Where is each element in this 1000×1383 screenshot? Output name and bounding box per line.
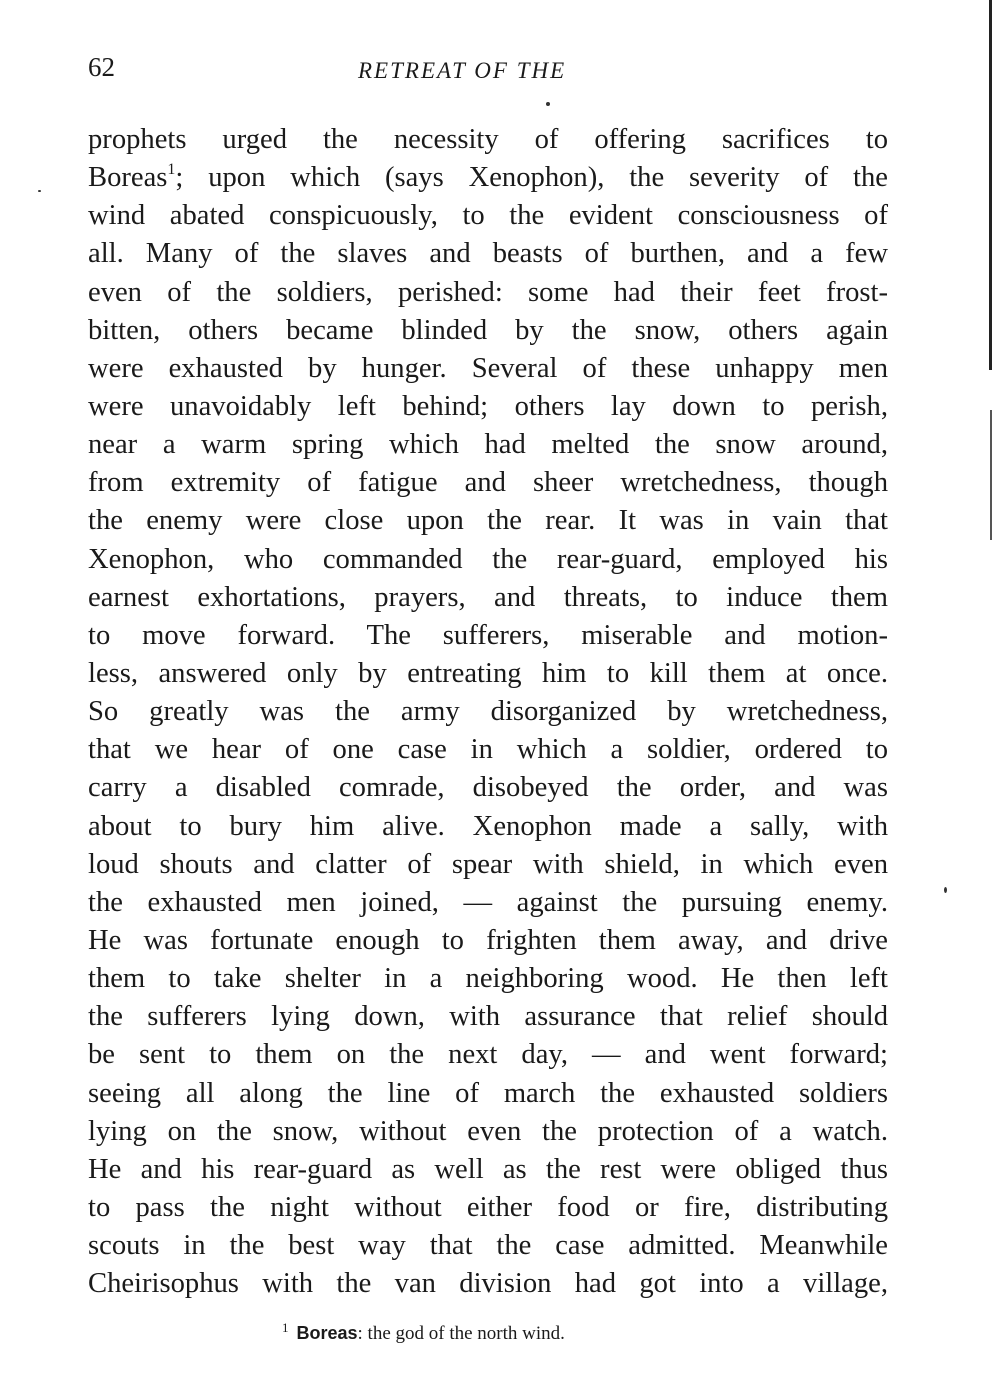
text-line: be sent to them on the next day, — and went forward; bbox=[88, 1039, 888, 1071]
text-line: bitten, others became blinded by the snow, others again bbox=[88, 314, 888, 346]
text-line: to move forward. The sufferers, miserable and motion- bbox=[88, 619, 888, 651]
text-line: them to take shelter in a neighboring wood. He then left bbox=[88, 963, 888, 995]
text-line: the enemy were close upon the rear. It was in vain that bbox=[88, 505, 888, 537]
text-line: Cheirisophus with the van division had got into a village, bbox=[88, 1268, 888, 1300]
running-head: RETREAT OF THE bbox=[358, 58, 567, 83]
text-line bbox=[88, 159, 888, 197]
text-line: Xenophon, who commanded the rear-guard, employed his bbox=[88, 543, 888, 575]
page-edge-shadow bbox=[990, 410, 992, 540]
text-line: near a warm spring which had melted the snow around, bbox=[88, 429, 888, 461]
page-number: 62 bbox=[88, 52, 115, 82]
scan-speck bbox=[944, 887, 947, 893]
text-line: loud shouts and clatter of spear with shield, in which even bbox=[88, 848, 888, 880]
text-line: earnest exhortations, prayers, and threats, to induce them bbox=[88, 581, 888, 613]
text-line: prophets urged the necessity of offering sacrifices to bbox=[88, 124, 888, 155]
text-line: even of the soldiers, perished: some had their feet frost- bbox=[88, 276, 888, 308]
text-line: all. Many of the slaves and beasts of burthen, and a few bbox=[88, 238, 888, 270]
text-line: seeing all along the line of march the exhausted soldiers bbox=[88, 1077, 888, 1109]
text-line: He was fortunate enough to frighten them away, and drive bbox=[88, 924, 888, 956]
page-edge-shadow bbox=[989, 0, 992, 370]
scan-speck bbox=[546, 102, 550, 106]
text-line: about to bury him alive. Xenophon made a sally, with bbox=[88, 810, 888, 842]
text-line: that we hear of one case in which a soldier, ordered to bbox=[88, 734, 888, 766]
text-line: carry a disabled comrade, disobeyed the order, and was bbox=[88, 772, 888, 804]
text-line: the exhausted men joined, — against the pursuing enemy. bbox=[88, 886, 888, 918]
text-line: the sufferers lying down, with assurance that relief should bbox=[88, 1001, 888, 1033]
text-line: were exhausted by hunger. Several of these unhappy men bbox=[88, 352, 888, 384]
footnote-reference: 1 bbox=[167, 161, 176, 179]
footnote bbox=[282, 1320, 565, 1345]
text-line: were unavoidably left behind; others lay down to perish, bbox=[88, 390, 888, 422]
text-line: less, answered only by entreating him to kill them at once. bbox=[88, 657, 888, 689]
body-text bbox=[88, 121, 888, 1303]
scan-speck bbox=[38, 190, 41, 192]
footnote-term: Boreas bbox=[296, 1323, 358, 1343]
boreas-word: Boreas bbox=[88, 162, 168, 194]
text-line: to pass the night without either food or fire, distributing bbox=[88, 1191, 888, 1223]
text-line: So greatly was the army disorganized by wretchedness, bbox=[88, 696, 888, 728]
text-line: scouts in the best way that the case admitted. Meanwhile bbox=[88, 1230, 888, 1262]
footnote-text: : the god of the north wind. bbox=[357, 1323, 565, 1344]
footnote-number: 1 bbox=[282, 1320, 289, 1335]
text-line: wind abated conspicuously, to the evident consciousness of bbox=[88, 200, 888, 232]
text-line-remainder: ; upon which (says Xenophon), the severity of the bbox=[175, 162, 888, 194]
text-line: lying on the snow, without even the protection of a watch. bbox=[88, 1115, 888, 1147]
text-line: from extremity of fatigue and sheer wretchedness, though bbox=[88, 467, 888, 499]
text-line: He and his rear-guard as well as the rest were obliged thus bbox=[88, 1153, 888, 1185]
